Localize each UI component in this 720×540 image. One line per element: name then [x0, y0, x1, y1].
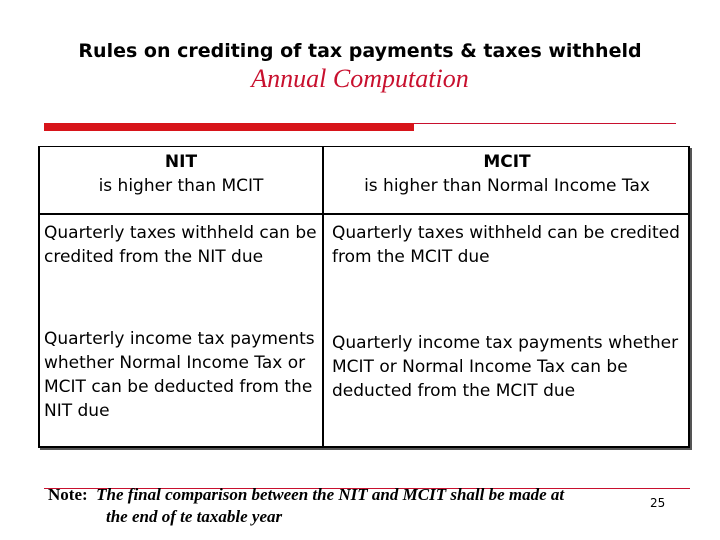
comparison-table — [38, 146, 690, 448]
note-text-line1: The final comparison between the NIT and MCIT shall be made at — [96, 485, 565, 504]
red-accent-bar — [44, 123, 414, 131]
note-text-line2: the end of te taxable year — [106, 507, 283, 526]
cell-row2-nit: Quarterly income tax payments whether Normal Income Tax or MCIT can be deducted from the NIT due — [44, 329, 315, 421]
slide-title: Rules on crediting of tax payments & taxes withheld — [78, 40, 642, 62]
header-mcit — [324, 150, 690, 198]
thin-rule — [414, 123, 676, 124]
slide-subtitle: Annual Computation — [251, 64, 469, 93]
page-number: 25 — [650, 496, 666, 510]
cell-row2-mcit: Quarterly income tax payments whether MCIT or Normal Income Tax can be deducted from the MCIT due — [332, 333, 679, 401]
header-nit-title: NIT — [164, 152, 198, 172]
note — [48, 484, 668, 506]
header-nit — [40, 150, 322, 198]
header-mcit-sub: is higher than Normal Income Tax — [364, 176, 650, 196]
cell-row1-mcit: Quarterly taxes withheld can be credited from the MCIT due — [332, 223, 680, 267]
header-nit-sub: is higher than MCIT — [98, 176, 264, 196]
header-mcit-title: MCIT — [483, 152, 531, 172]
cell-row1-nit: Quarterly taxes withheld can be credited from the NIT due — [44, 223, 317, 267]
note-label: Note: — [48, 485, 88, 504]
header-divider — [40, 213, 688, 215]
